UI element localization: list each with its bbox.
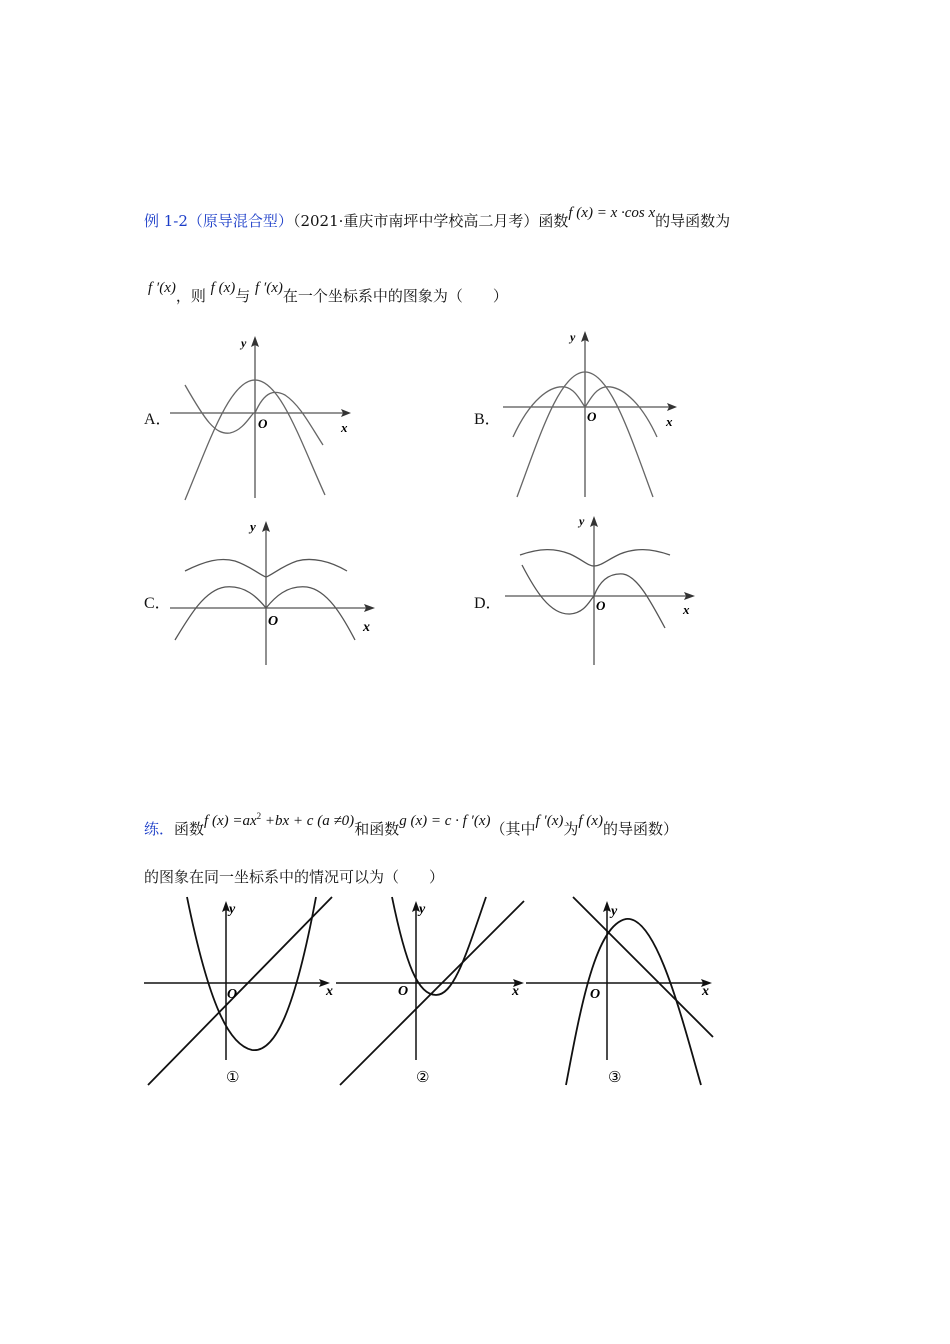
y-label: y [579,514,585,528]
example-label: 例 1-2（原导混合型） [144,212,293,230]
x-label: x [363,620,370,635]
x-label: x [666,414,673,429]
function-expression: f (x) = x ·cos x [568,205,656,221]
practice-label: 练． [144,820,175,838]
curve-d-1 [520,550,670,566]
practice-line-1 [144,811,678,839]
example-line-2 [148,280,508,306]
origin-label: O [590,987,601,1002]
option-c-label: C． [144,595,171,612]
y-label: y [570,330,576,344]
graph-option-c [165,515,385,670]
quadratic-expression: f $(x) =ax^2 +bx + c$ (a ≠0) [204,811,355,829]
x-label: x [702,984,709,999]
curve-c-2 [175,587,355,640]
practice-text-2: 和函数 [354,820,400,838]
graph-option-b [495,325,695,500]
option-b-label: B． [474,411,501,428]
curve-a-2 [185,385,323,445]
origin-label: O [227,987,238,1002]
x-label: x [326,984,333,999]
option-d-label: D． [474,595,502,612]
graph-option-a [165,330,365,505]
line-2 [340,901,524,1085]
origin-label: O [596,598,606,613]
example-question: 在一个坐标系中的图象为（ ） [282,287,508,305]
x-label: x [341,420,348,435]
parabola-2 [392,897,486,995]
example-tail: 的导函数为 [655,212,731,230]
y-label: y [241,336,247,350]
origin-label: O [587,409,597,424]
parabola-1 [187,897,316,1050]
x-label: x [512,984,519,999]
y-label: y [250,519,256,534]
derivative-expression-2: f ′(x) [255,280,283,296]
y-label: y [419,902,426,917]
practice-f: f (x) [578,813,603,829]
derivative-expression: f ′(x) [148,280,176,296]
figure-3-label: ③ [608,1068,622,1086]
example-line-1 [144,205,731,231]
figure-2-label: ② [416,1068,430,1086]
g-expression: g (x) = c · f ′(x) [399,813,491,829]
figure-1-label: ① [226,1068,240,1086]
line-1 [148,897,332,1085]
f-expression: f (x) [210,280,236,296]
example-and: 与 [235,287,251,305]
practice-text-3: （其中 [490,820,536,838]
practice-line-2: 的图象在同一坐标系中的情况可以为（ ） [144,868,445,886]
line-3 [573,897,713,1037]
graph-option-d [495,510,705,670]
figure-2 [336,895,528,1090]
practice-text-5: 的导函数） [602,820,678,838]
example-then: ，则 [175,287,206,305]
parabola-3 [566,919,701,1085]
origin-label: O [258,416,268,431]
origin-label: O [268,614,279,629]
y-label: y [229,902,236,917]
practice-text-4: 为 [563,820,579,838]
practice-text-1: 函数 [174,820,205,838]
origin-label: O [398,984,409,999]
x-label: x [683,602,690,617]
figure-1 [144,895,336,1090]
example-source: （2021·重庆市南坪中学校高二月考）函数 [292,212,569,230]
option-a-label: A． [144,411,172,428]
practice-derivative: f ′(x) [535,813,564,829]
y-label: y [611,904,618,919]
figure-3 [526,895,718,1090]
